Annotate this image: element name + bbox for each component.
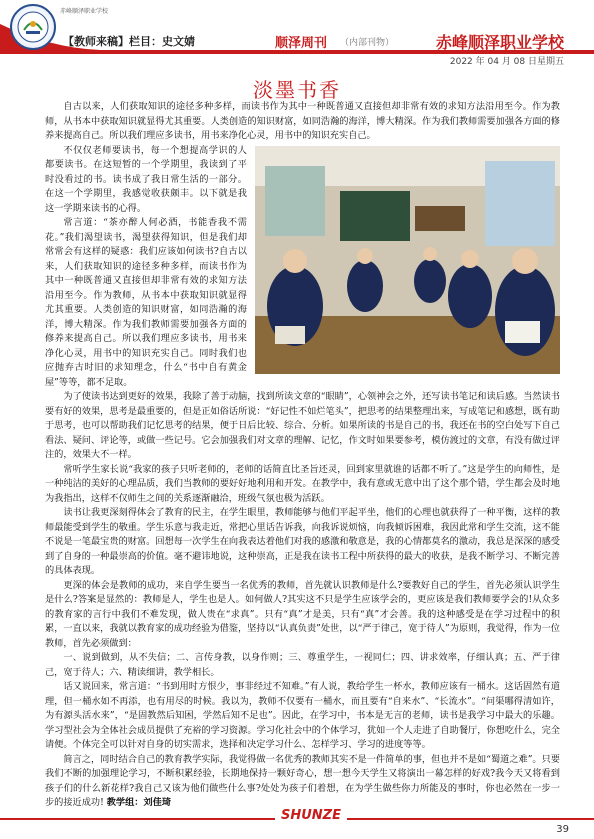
paragraph-text: 读书让我更深刻得体会了教育的民主，在学生眼里，教师能够与他们平起平坐，他们的心理也就获得了一种平衡，这样的教师最能受到学生的敬重。学生乐意与我走近，常把心里话告诉我，向我诉说烦恼，向我倾诉困难，我因此常和学生交流，这不能不说是一笔最宝贵的财富。回想每一次学生在向我表达着他们对我的感激和敬意是，我的心情都莫名的激动，我总是深深的感受到了自身的一种最崇高的价值。毫不避讳地说，这种崇高，正是我在读书工程中所获得的最大的收获，是我不断学习、不断完善的具体表现。 — [45, 507, 560, 576]
publication-name: 顺泽周刊 — [275, 36, 328, 51]
issue-date: 2022 年 04 月 08 日星期五 — [449, 57, 564, 67]
paragraph — [45, 579, 560, 652]
paragraph-text: 为了使读书达到更好的效果，我除了善于动脑，找到所读文章的“眼睛”，心领神会之外，还写读书笔记和读后感。当然读书要有好的效果，思考是最重要的，但是正如俗话所说：“好记性不如烂笔头”，把思考的结果整理出来，写成笔记和感想，既有助于思考，也可以帮助我们记忆思考的结果，便于日后比较、综合、分析。如果所读的书是自己的书，我还在书的空白处写下自己看法、疑问、评论等，或做一些记号。它会加强我们对文章的理解、记忆，作文时如果要参考，模仿渡过的文章，有没有做过评注的，效果大不一样。 — [45, 391, 560, 460]
publication-type: （内部刊物） — [340, 38, 395, 48]
paragraph-text: 自古以来，人们获取知识的途径多种多样，而读书作为其中一种既普通又直接但却非常有效的求知方法沿用至今。作为教师，从书本中获取知识就显得尤其重要。人类创造的知识财富，如同浩瀚的海洋，博大精深。作为我们教师需要加强各方面的修养来提高自己。所以我们理应多读书，用书来净化心灵，用书中的知识充实自己。 — [45, 101, 560, 141]
school-logo — [10, 4, 56, 50]
classroom-photo — [255, 146, 560, 374]
school-name: 赤峰顺泽职业学校 — [435, 33, 564, 52]
article-title: 淡墨书香 — [253, 78, 341, 102]
paragraph — [45, 506, 560, 579]
paragraph-text: 更深的体会是教师的成功，来自学生要当一名优秀的教师，首先就认识教师是什么?要教好自己的学生，首先必须认识学生是什么?答案是显然的：教师是人，学生也是人。如何做人?其实这不只是学生应该学会的，更应该是我们教师要学会的!从众多的教育家的言行中我们不难发现，做人贵在“求真”。只有“真”才是美，只有“真”才会善。我的这种感受是在学习过程中的积累，一直以来，我就以教育家的成功经验为借鉴，坚持以“认真负责”处世，以“严于律己，宽于待人”为原则，我觉得，作为一位教师，首先必须做到： — [45, 579, 560, 649]
page-number: 39 — [556, 824, 569, 835]
column-label: 【教师来稿】栏目：史文婧 — [63, 35, 195, 48]
paragraph — [45, 680, 560, 753]
footer-brand: SHUNZE — [275, 808, 347, 823]
logo-caption: 赤峰顺泽职业学校 — [60, 8, 109, 15]
paragraph — [45, 651, 560, 680]
paragraph — [45, 753, 560, 811]
paragraph-text: 常言道：“茶亦醉人何必酒，书能香我不需花。”我们渴望读书，渴望获得知识，但是我们却常常会有这样的疑惑：我们应该如何读书?自古以来，人们获取知识的途径多种多样，而读书作为其中一种既普通又直接但却非常有效的求知方法沿用至今。作为教师，从书本中获取知识就显得尤其重要。人类创造的知识财富，如同浩瀚的海洋，博大精深。作为我们教师需要加强各方面的修养来提高自己。所以我们理应多读书，用书来净化心灵，用书中的知识充实自己。同时我们也应抛弃古时旧的求知理念，什么“书中自有黄金屋”等等，都不足取。 — [45, 217, 247, 388]
paragraph-text: 常听学生家长说“我家的孩子只听老师的，老师的话简直比圣旨还灵，回到家里就谁的话都不听了。”这是学生的向师性，是一种纯洁的美好的心理品质，我们当教师的要好好地利用和开发。在教学中，我有意或无意中出了这个那个错，学生都会及时地为我指出，这样不仅师生之间的关系逐渐融洽，班级气氛也极为活跃。 — [45, 463, 560, 504]
paragraph — [45, 390, 560, 463]
paragraph — [45, 100, 560, 144]
paragraph-text: 一、说到做到，从不失信；二、言传身教，以身作则；三、尊重学生，一视同仁；四、讲求效率，仔细认真；五、严于律己，宽于待人；六、精读细讲，教学相长。 — [45, 652, 560, 678]
paragraph-text: 不仅仅老师要读书，每一个想提高学识的人都要读书。在这短暂的一个学期里，我读到了平时没看过的书。读书成了我日常生活的一部分。在这一个学期里，我感觉收获颇丰。以下就是我这一学期来读书的心得。 — [45, 144, 247, 214]
page-footer — [0, 806, 594, 839]
article-body — [45, 100, 560, 811]
author-signature: 教学组：刘佳琦 — [106, 797, 172, 808]
paragraph-text: 话又说回来，常言道：“书到用时方恨少，事非经过不知难。”有人说，教给学生一杯水，教师应该有一桶水。这话固然有道理，但一桶水如不再添，也有用尽的时候。我以为，教师不仅要有一桶水，而且要有“自来水”、“长流水”。“问渠哪得清如许，为有源头活水来”，“是固教然后知困，学然后知不足也”。因此，在学习中，书本是无言的老师，读书是我学习中最大的乐趣。学习型社会为全体社会成员提供了充裕的学习资源。学习化社会中的个体学习，犹如一个人走进了自助餐厅，你想吃什么，完全请便。个体完全可以针对自身的切实需求，选择和决定学习什么、怎样学习、学习的进度等等。 — [45, 681, 560, 750]
page-header — [0, 0, 594, 70]
paragraph — [45, 463, 560, 507]
paragraph-text: 简言之，同时结合自己的教育教学实际，我觉得做一名优秀的教师其实不是一件简单的事，但也并不是如“蜀道之难”。只要我们不断的加强理论学习，不断积累经验，长期地保持一颗好奇心，想一想今天学生又将演出一幕怎样的好戏?我今天又将看到孩子们的什么新花样?我自己又该为他们做些什么事?处处为孩子们着想，在为学生做些你力所能及的事时，你也必然在一步一步的接近成功! — [45, 753, 560, 808]
